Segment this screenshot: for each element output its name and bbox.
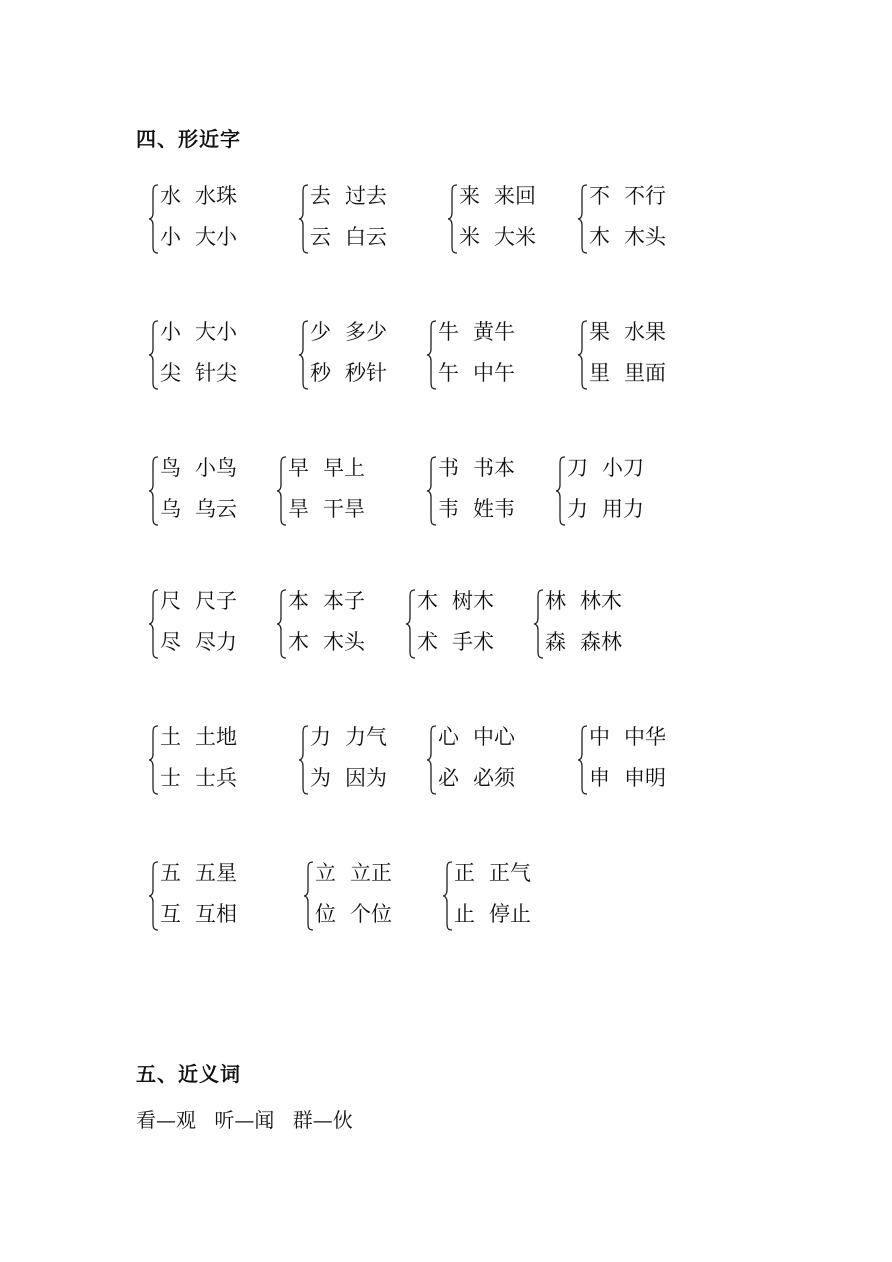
example-word: 大小 — [195, 320, 237, 344]
example-word: 多少 — [345, 320, 387, 344]
character: 米 — [459, 225, 480, 249]
example-word: 秒针 — [345, 361, 387, 385]
example-word: 不行 — [624, 184, 666, 208]
character-line — [438, 319, 515, 345]
example-word: 土地 — [195, 725, 237, 749]
character-group — [426, 724, 576, 806]
example-word: 中午 — [473, 361, 515, 385]
example-word: 用力 — [602, 497, 644, 521]
character: 来 — [459, 184, 480, 208]
example-word: 白云 — [345, 225, 387, 249]
example-word: 中心 — [473, 725, 515, 749]
example-word: 森林 — [580, 630, 622, 654]
character-group — [426, 319, 576, 401]
example-word: 早上 — [323, 456, 365, 480]
character-line — [310, 360, 387, 386]
example-word: 水珠 — [195, 184, 237, 208]
character: 韦 — [438, 497, 459, 521]
character: 土 — [160, 725, 181, 749]
example-word: 尽力 — [195, 630, 237, 654]
character-line — [459, 183, 536, 209]
example-word: 本子 — [323, 589, 365, 613]
example-word: 必须 — [473, 766, 515, 790]
character: 立 — [315, 861, 336, 885]
character: 秒 — [310, 361, 331, 385]
character: 术 — [417, 630, 438, 654]
character-line — [310, 319, 387, 345]
example-word: 停止 — [489, 902, 531, 926]
character-line — [288, 629, 365, 655]
character-group — [533, 588, 683, 670]
character-line — [438, 455, 515, 481]
character-group — [555, 455, 705, 537]
character: 水 — [160, 184, 181, 208]
example-word: 林木 — [580, 589, 622, 613]
example-word: 里面 — [624, 361, 666, 385]
character: 尖 — [160, 361, 181, 385]
character-line — [545, 588, 622, 614]
character-line — [160, 629, 237, 655]
character: 五 — [160, 861, 181, 885]
character: 申 — [589, 766, 610, 790]
example-word: 五星 — [195, 861, 237, 885]
character-line — [160, 588, 237, 614]
synonym-item: 看—观 — [136, 1108, 196, 1132]
section-title-similar-characters: 四、形近字 — [136, 127, 241, 151]
character: 木 — [417, 589, 438, 613]
example-word: 水果 — [624, 320, 666, 344]
character-line — [454, 901, 531, 927]
character-line — [417, 629, 494, 655]
character: 中 — [589, 725, 610, 749]
character: 刀 — [567, 456, 588, 480]
character-line — [310, 724, 387, 750]
character-group — [148, 860, 298, 942]
character: 尺 — [160, 589, 181, 613]
character: 力 — [310, 725, 331, 749]
character-line — [310, 183, 387, 209]
character-line — [160, 765, 237, 791]
example-word: 小刀 — [602, 456, 644, 480]
example-word: 士兵 — [195, 766, 237, 790]
character-group — [442, 860, 592, 942]
character: 林 — [545, 589, 566, 613]
character: 书 — [438, 456, 459, 480]
character: 森 — [545, 630, 566, 654]
example-word: 树木 — [452, 589, 494, 613]
character-line — [454, 860, 531, 886]
example-word: 木头 — [323, 630, 365, 654]
example-word: 正气 — [489, 861, 531, 885]
example-word: 互相 — [195, 902, 237, 926]
synonym-item: 群—伙 — [292, 1108, 353, 1132]
example-word: 木头 — [624, 225, 666, 249]
character: 乌 — [160, 497, 181, 521]
example-word: 因为 — [345, 766, 387, 790]
character: 鸟 — [160, 456, 181, 480]
character-line — [160, 901, 237, 927]
character-line — [160, 183, 237, 209]
character-line — [288, 588, 365, 614]
synonym-list — [136, 1104, 365, 1133]
character: 里 — [589, 361, 610, 385]
character-line — [459, 224, 536, 250]
character: 午 — [438, 361, 459, 385]
character: 不 — [589, 184, 610, 208]
character: 位 — [315, 902, 336, 926]
character-group — [148, 183, 298, 265]
character-line — [589, 765, 666, 791]
example-word: 立正 — [350, 861, 392, 885]
example-word: 黄牛 — [473, 320, 515, 344]
character-line — [160, 455, 237, 481]
character: 少 — [310, 320, 331, 344]
character-line — [545, 629, 622, 655]
example-word: 小鸟 — [195, 456, 237, 480]
character: 牛 — [438, 320, 459, 344]
character-line — [438, 765, 515, 791]
character-line — [567, 455, 644, 481]
character-line — [438, 724, 515, 750]
character-line — [417, 588, 494, 614]
example-word: 姓韦 — [473, 497, 515, 521]
example-word: 干旱 — [323, 497, 365, 521]
character-group — [303, 860, 453, 942]
character-line — [589, 224, 666, 250]
character: 去 — [310, 184, 331, 208]
character: 为 — [310, 766, 331, 790]
example-word: 手术 — [452, 630, 494, 654]
character-line — [288, 455, 365, 481]
character-group — [426, 455, 576, 537]
example-word: 乌云 — [195, 497, 237, 521]
character-line — [438, 496, 515, 522]
character-line — [160, 860, 237, 886]
character: 小 — [160, 320, 181, 344]
character-line — [438, 360, 515, 386]
character: 旱 — [288, 497, 309, 521]
example-word: 力气 — [345, 725, 387, 749]
example-word: 申明 — [624, 766, 666, 790]
example-word: 过去 — [345, 184, 387, 208]
character-line — [589, 183, 666, 209]
character-line — [567, 496, 644, 522]
character-group — [298, 183, 448, 265]
character-group — [276, 588, 426, 670]
character-line — [160, 496, 237, 522]
example-word: 针尖 — [195, 361, 237, 385]
example-word: 大米 — [494, 225, 536, 249]
example-word: 大小 — [195, 225, 237, 249]
character: 本 — [288, 589, 309, 613]
character-group — [447, 183, 597, 265]
character-line — [589, 360, 666, 386]
character: 早 — [288, 456, 309, 480]
example-word: 来回 — [494, 184, 536, 208]
character-line — [160, 360, 237, 386]
character: 止 — [454, 902, 475, 926]
character-line — [160, 224, 237, 250]
character-line — [589, 319, 666, 345]
character: 木 — [589, 225, 610, 249]
character-group — [577, 183, 727, 265]
character: 正 — [454, 861, 475, 885]
character-group — [276, 455, 426, 537]
character-group — [148, 724, 298, 806]
character-line — [315, 860, 392, 886]
character: 木 — [288, 630, 309, 654]
character: 小 — [160, 225, 181, 249]
character: 必 — [438, 766, 459, 790]
character: 士 — [160, 766, 181, 790]
synonym-item: 听—闻 — [214, 1108, 275, 1132]
character-line — [315, 901, 392, 927]
character: 心 — [438, 725, 459, 749]
character-line — [160, 724, 237, 750]
character: 力 — [567, 497, 588, 521]
example-word: 尺子 — [195, 589, 237, 613]
character-group — [577, 724, 727, 806]
character: 云 — [310, 225, 331, 249]
character-line — [288, 496, 365, 522]
example-word: 书本 — [473, 456, 515, 480]
example-word: 个位 — [350, 902, 392, 926]
section-title-synonyms: 五、近义词 — [136, 1062, 241, 1086]
character: 互 — [160, 902, 181, 926]
character-line — [160, 319, 237, 345]
character-line — [310, 765, 387, 791]
character-line — [589, 724, 666, 750]
example-word: 中华 — [624, 725, 666, 749]
character: 果 — [589, 320, 610, 344]
character-group — [148, 319, 298, 401]
character: 尽 — [160, 630, 181, 654]
character-line — [310, 224, 387, 250]
character-group — [577, 319, 727, 401]
